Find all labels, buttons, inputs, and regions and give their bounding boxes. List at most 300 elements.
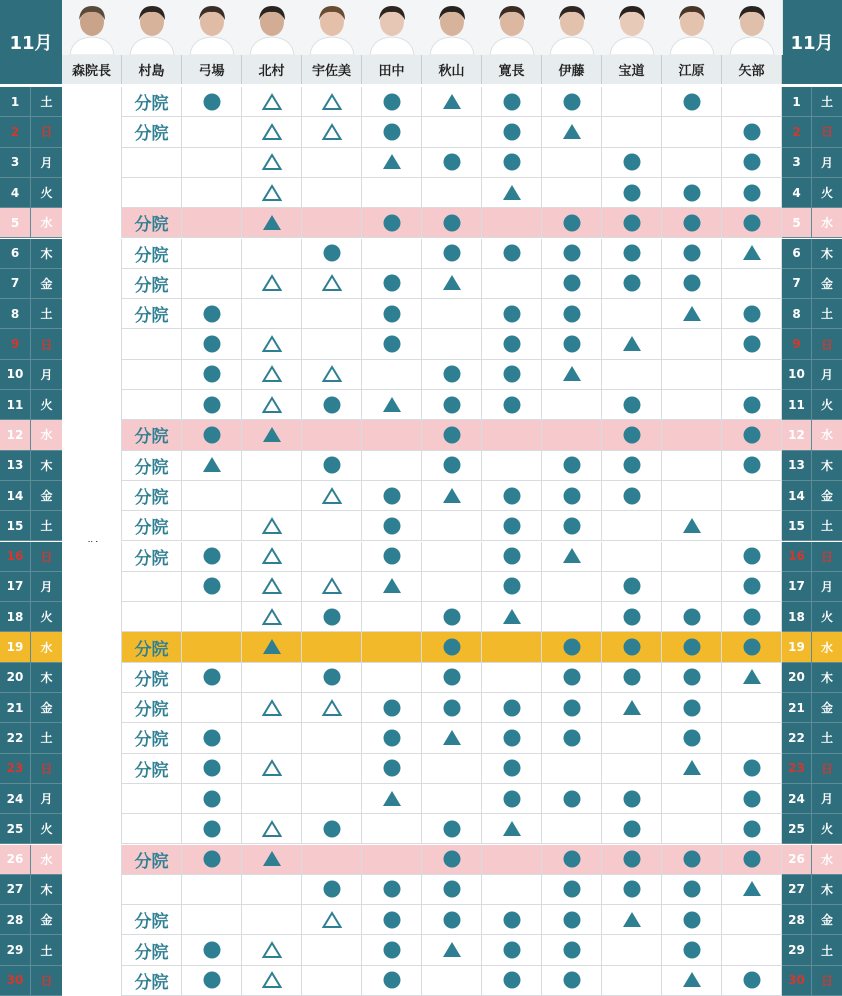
schedule-cell (602, 299, 662, 329)
triangle-filled-icon (441, 940, 463, 960)
schedule-cell (482, 87, 542, 117)
director-column-cell (62, 451, 122, 481)
schedule-cell (542, 784, 602, 814)
row-weekday-right: 金 (812, 269, 842, 299)
schedule-cell (722, 542, 782, 572)
schedule-cell (482, 754, 542, 784)
row-weekday-right: 金 (812, 905, 842, 935)
row-day-left: 11 (0, 390, 31, 420)
schedule-cell (362, 663, 422, 693)
row-day-left: 2 (0, 117, 31, 147)
schedule-cell (602, 542, 662, 572)
schedule-cell (602, 845, 662, 875)
schedule-cell (662, 693, 722, 723)
schedule-cell (542, 269, 602, 299)
branch-label (122, 572, 182, 602)
circle-icon (381, 273, 403, 293)
branch-label: 分院 (122, 542, 182, 572)
schedule-cell (662, 905, 722, 935)
avatar-icon (182, 0, 242, 55)
schedule-cell (602, 966, 662, 996)
row-day-left: 13 (0, 451, 31, 481)
circle-icon (561, 516, 583, 536)
triangle-filled-icon (501, 183, 523, 203)
schedule-cell (242, 481, 302, 511)
schedule-cell (242, 420, 302, 450)
circle-icon (681, 728, 703, 748)
schedule-cell (602, 693, 662, 723)
schedule-cell (602, 572, 662, 602)
schedule-cell (422, 935, 482, 965)
schedule-cell (242, 239, 302, 269)
schedule-cell (422, 542, 482, 572)
triangle-filled-icon (501, 819, 523, 839)
director-column-cell (62, 360, 122, 390)
schedule-cell (422, 754, 482, 784)
schedule-cell (482, 632, 542, 662)
schedule-cell (722, 845, 782, 875)
schedule-cell (182, 329, 242, 359)
triangle-filled-icon (561, 364, 583, 384)
branch-label: 分院 (122, 935, 182, 965)
row-day-right: 19 (782, 632, 812, 662)
schedule-cell (662, 602, 722, 632)
doctor-name-header: 江原 (662, 55, 722, 84)
schedule-cell (362, 632, 422, 662)
schedule-cell (242, 572, 302, 602)
circle-icon (321, 819, 343, 839)
schedule-cell (482, 784, 542, 814)
schedule-cell (362, 784, 422, 814)
row-weekday-right: 月 (812, 360, 842, 390)
schedule-cell (422, 420, 482, 450)
row-day-left: 14 (0, 481, 31, 511)
director-column-cell (62, 329, 122, 359)
circle-icon (681, 243, 703, 263)
triangle-filled-icon (441, 273, 463, 293)
branch-label: 分院 (122, 420, 182, 450)
schedule-cell (302, 784, 362, 814)
circle-icon (561, 334, 583, 354)
circle-icon (381, 879, 403, 899)
triangle-filled-icon (621, 334, 643, 354)
schedule-cell (722, 178, 782, 208)
row-day-left: 9 (0, 329, 31, 359)
triangle-outline-icon (261, 546, 283, 566)
branch-label: 分院 (122, 269, 182, 299)
circle-icon (621, 243, 643, 263)
schedule-cell (482, 663, 542, 693)
director-column-cell (62, 632, 122, 662)
circle-icon (561, 213, 583, 233)
schedule-cell (662, 299, 722, 329)
schedule-cell (242, 178, 302, 208)
row-day-right: 8 (782, 299, 812, 329)
doctor-photo (182, 0, 243, 55)
row-day-right: 26 (782, 845, 812, 875)
schedule-cell (422, 905, 482, 935)
circle-icon (741, 122, 763, 142)
circle-icon (681, 607, 703, 627)
circle-icon (501, 789, 523, 809)
circle-icon (381, 728, 403, 748)
schedule-cell (302, 602, 362, 632)
schedule-cell (722, 117, 782, 147)
schedule-cell (542, 814, 602, 844)
circle-icon (561, 667, 583, 687)
schedule-cell (182, 451, 242, 481)
triangle-filled-icon (741, 243, 763, 263)
schedule-cell (422, 269, 482, 299)
schedule-cell (302, 178, 362, 208)
row-day-right: 10 (782, 360, 812, 390)
circle-icon (741, 576, 763, 596)
schedule-cell (182, 269, 242, 299)
director-column-cell (62, 754, 122, 784)
schedule-cell (722, 663, 782, 693)
director-column-cell (62, 572, 122, 602)
row-day-left: 16 (0, 542, 31, 572)
director-column-cell (62, 723, 122, 753)
triangle-outline-icon (261, 758, 283, 778)
row-day-left: 22 (0, 723, 31, 753)
schedule-cell (662, 511, 722, 541)
director-column-cell (62, 208, 122, 238)
triangle-outline-icon (321, 910, 343, 930)
schedule-cell (302, 87, 362, 117)
schedule-cell (542, 754, 602, 784)
schedule-cell (482, 178, 542, 208)
director-column-cell (62, 269, 122, 299)
branch-label: 分院 (122, 87, 182, 117)
triangle-outline-icon (261, 576, 283, 596)
schedule-cell (302, 814, 362, 844)
schedule-cell (542, 451, 602, 481)
schedule-cell (542, 845, 602, 875)
row-weekday-right: 日 (812, 542, 842, 572)
row-weekday-left: 日 (31, 754, 62, 784)
schedule-cell (182, 814, 242, 844)
circle-icon (681, 213, 703, 233)
circle-icon (681, 698, 703, 718)
triangle-filled-icon (381, 576, 403, 596)
row-day-right: 13 (782, 451, 812, 481)
schedule-cell (542, 208, 602, 238)
schedule-cell (602, 390, 662, 420)
schedule-cell (662, 481, 722, 511)
row-day-left: 19 (0, 632, 31, 662)
schedule-cell (242, 663, 302, 693)
circle-icon (381, 910, 403, 930)
schedule-cell (602, 451, 662, 481)
schedule-cell (182, 784, 242, 814)
circle-icon (381, 698, 403, 718)
schedule-cell (482, 269, 542, 299)
schedule-cell (242, 148, 302, 178)
schedule-cell (242, 814, 302, 844)
row-day-left: 29 (0, 935, 31, 965)
director-column-cell (62, 966, 122, 996)
schedule-cell (182, 239, 242, 269)
circle-icon (201, 819, 223, 839)
schedule-cell (662, 360, 722, 390)
schedule-cell (542, 117, 602, 147)
row-day-left: 6 (0, 239, 31, 269)
schedule-cell (182, 178, 242, 208)
schedule-cell (722, 208, 782, 238)
schedule-cell (182, 117, 242, 147)
schedule-cell (242, 754, 302, 784)
row-weekday-right: 木 (812, 451, 842, 481)
branch-label: 分院 (122, 845, 182, 875)
schedule-cell (362, 481, 422, 511)
circle-icon (441, 425, 463, 445)
row-day-right: 27 (782, 875, 812, 905)
schedule-cell (722, 451, 782, 481)
schedule-cell (242, 208, 302, 238)
schedule-cell (362, 148, 422, 178)
row-weekday-right: 月 (812, 572, 842, 602)
doctor-name-header: 弓場 (182, 55, 242, 84)
circle-icon (321, 879, 343, 899)
schedule-cell (422, 511, 482, 541)
circle-icon (621, 152, 643, 172)
branch-label: 分院 (122, 632, 182, 662)
schedule-cell (662, 420, 722, 450)
row-weekday-left: 月 (31, 148, 62, 178)
triangle-filled-icon (441, 728, 463, 748)
schedule-cell (602, 117, 662, 147)
row-weekday-right: 日 (812, 966, 842, 996)
schedule-cell (362, 299, 422, 329)
schedule-cell (422, 329, 482, 359)
schedule-cell (362, 723, 422, 753)
schedule-cell (242, 723, 302, 753)
branch-label: 分院 (122, 239, 182, 269)
month-label-left: 11月 (0, 0, 62, 84)
schedule-cell (602, 602, 662, 632)
row-weekday-right: 水 (812, 632, 842, 662)
schedule-cell (182, 481, 242, 511)
schedule-cell (182, 602, 242, 632)
doctor-photo (422, 0, 483, 55)
doctor-photo (62, 0, 123, 55)
schedule-cell (482, 966, 542, 996)
doctor-photo (602, 0, 663, 55)
schedule-cell (482, 511, 542, 541)
schedule-cell (182, 632, 242, 662)
row-weekday-left: 水 (31, 845, 62, 875)
row-weekday-left: 月 (31, 572, 62, 602)
circle-icon (621, 819, 643, 839)
schedule-cell (422, 723, 482, 753)
row-day-right: 23 (782, 754, 812, 784)
circle-icon (201, 970, 223, 990)
row-weekday-left: 火 (31, 602, 62, 632)
circle-icon (561, 789, 583, 809)
director-column-cell (62, 481, 122, 511)
row-day-right: 2 (782, 117, 812, 147)
circle-icon (201, 334, 223, 354)
row-day-left: 26 (0, 845, 31, 875)
triangle-outline-icon (261, 273, 283, 293)
circle-icon (561, 637, 583, 657)
schedule-cell (302, 420, 362, 450)
row-weekday-right: 土 (812, 935, 842, 965)
circle-icon (501, 152, 523, 172)
schedule-cell (422, 360, 482, 390)
schedule-cell (722, 511, 782, 541)
row-weekday-left: 木 (31, 875, 62, 905)
schedule-cell (242, 845, 302, 875)
row-weekday-right: 月 (812, 148, 842, 178)
schedule-cell (602, 723, 662, 753)
row-day-left: 23 (0, 754, 31, 784)
triangle-outline-icon (321, 364, 343, 384)
schedule-cell (542, 632, 602, 662)
row-weekday-left: 日 (31, 542, 62, 572)
row-day-left: 1 (0, 87, 31, 117)
circle-icon (681, 273, 703, 293)
avatar-icon (122, 0, 182, 55)
row-day-left: 28 (0, 905, 31, 935)
circle-icon (621, 667, 643, 687)
circle-icon (201, 728, 223, 748)
schedule-cell (482, 814, 542, 844)
schedule-cell (542, 935, 602, 965)
triangle-outline-icon (321, 273, 343, 293)
schedule-cell (422, 572, 482, 602)
schedule-cell (302, 723, 362, 753)
circle-icon (321, 455, 343, 475)
schedule-cell (302, 632, 362, 662)
branch-label (122, 784, 182, 814)
circle-icon (321, 667, 343, 687)
circle-icon (441, 243, 463, 263)
schedule-cell (722, 390, 782, 420)
triangle-filled-icon (741, 667, 763, 687)
schedule-cell (662, 117, 722, 147)
row-weekday-right: 日 (812, 329, 842, 359)
schedule-cell (722, 329, 782, 359)
circle-icon (681, 183, 703, 203)
row-weekday-right: 水 (812, 420, 842, 450)
branch-label: 分院 (122, 511, 182, 541)
row-weekday-left: 土 (31, 935, 62, 965)
schedule-cell (722, 299, 782, 329)
circle-icon (321, 607, 343, 627)
schedule-cell (662, 935, 722, 965)
director-column-cell (62, 784, 122, 814)
row-weekday-right: 日 (812, 754, 842, 784)
director-column-cell (62, 542, 122, 572)
schedule-cell (542, 390, 602, 420)
circle-icon (441, 152, 463, 172)
schedule-cell (422, 784, 482, 814)
row-weekday-left: 日 (31, 966, 62, 996)
director-column-cell (62, 845, 122, 875)
circle-icon (501, 576, 523, 596)
triangle-outline-icon (261, 92, 283, 112)
schedule-cell (242, 935, 302, 965)
schedule-cell (602, 875, 662, 905)
row-weekday-right: 火 (812, 814, 842, 844)
schedule-cell (602, 420, 662, 450)
doctor-photo (662, 0, 723, 55)
circle-icon (201, 849, 223, 869)
schedule-cell (422, 966, 482, 996)
director-column-cell (62, 935, 122, 965)
schedule-cell (602, 481, 662, 511)
triangle-filled-icon (441, 92, 463, 112)
schedule-cell (722, 632, 782, 662)
row-day-left: 15 (0, 511, 31, 541)
row-day-right: 15 (782, 511, 812, 541)
schedule-cell (542, 329, 602, 359)
row-day-left: 12 (0, 420, 31, 450)
schedule-cell (542, 481, 602, 511)
circle-icon (741, 819, 763, 839)
circle-icon (741, 970, 763, 990)
row-day-right: 12 (782, 420, 812, 450)
director-column-cell (62, 511, 122, 541)
triangle-filled-icon (561, 546, 583, 566)
schedule-cell (422, 148, 482, 178)
triangle-filled-icon (381, 789, 403, 809)
schedule-cell (482, 723, 542, 753)
schedule-cell (302, 966, 362, 996)
schedule-cell (362, 966, 422, 996)
circle-icon (741, 395, 763, 415)
circle-icon (561, 910, 583, 930)
schedule-cell (722, 602, 782, 632)
circle-icon (621, 455, 643, 475)
circle-icon (561, 698, 583, 718)
schedule-cell (302, 693, 362, 723)
schedule-cell (482, 845, 542, 875)
schedule-cell (602, 905, 662, 935)
circle-icon (561, 455, 583, 475)
schedule-cell (422, 390, 482, 420)
doctor-photo (302, 0, 363, 55)
schedule-cell (242, 451, 302, 481)
schedule-cell (182, 208, 242, 238)
triangle-outline-icon (321, 122, 343, 142)
circle-icon (441, 698, 463, 718)
row-weekday-left: 土 (31, 299, 62, 329)
triangle-filled-icon (681, 304, 703, 324)
triangle-filled-icon (621, 698, 643, 718)
schedule-cell (182, 572, 242, 602)
circle-icon (681, 637, 703, 657)
schedule-cell (302, 299, 362, 329)
schedule-cell (422, 239, 482, 269)
avatar-icon (602, 0, 662, 55)
schedule-cell (602, 148, 662, 178)
row-weekday-left: 火 (31, 814, 62, 844)
schedule-cell (602, 360, 662, 390)
schedule-cell (602, 663, 662, 693)
schedule-cell (662, 208, 722, 238)
circle-icon (381, 970, 403, 990)
circle-icon (501, 92, 523, 112)
schedule-cell (722, 784, 782, 814)
row-day-right: 1 (782, 87, 812, 117)
circle-icon (381, 304, 403, 324)
row-day-left: 10 (0, 360, 31, 390)
schedule-cell (482, 905, 542, 935)
schedule-cell (182, 390, 242, 420)
